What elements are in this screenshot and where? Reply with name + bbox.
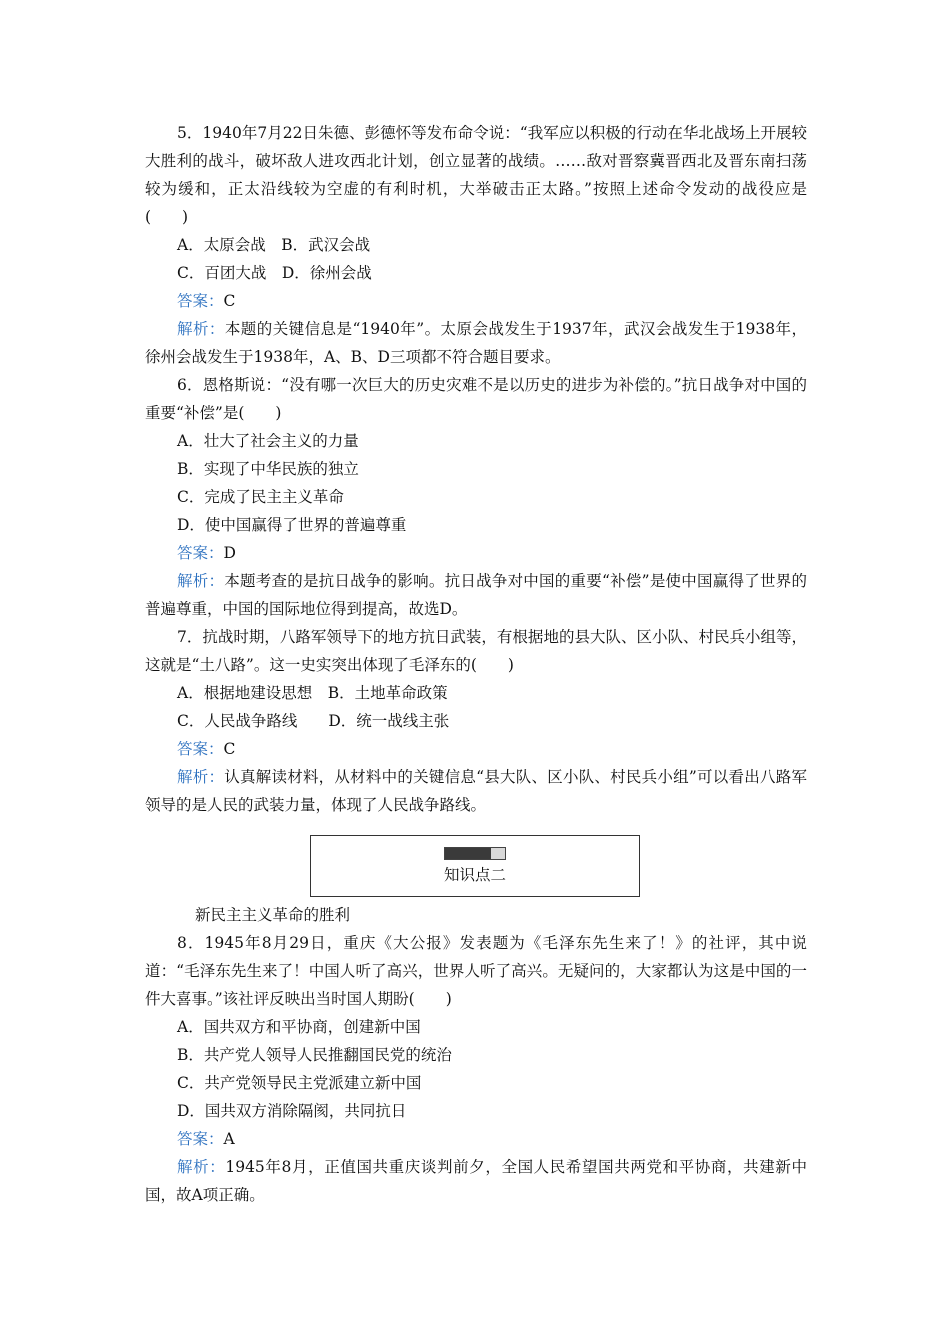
q6-option-c: C．完成了民主主义革命	[177, 488, 344, 506]
knowledge-bar-icon	[444, 847, 506, 860]
section-title: 新民主主义革命的胜利	[195, 906, 351, 924]
q7-analysis	[145, 763, 807, 819]
q7-options-line2: C．人民战争路线 D．统一战线主张	[177, 712, 450, 730]
q7-analysis-label: 解析：	[177, 768, 225, 786]
document-page	[145, 119, 807, 1209]
q7-stem: 7．抗战时期，八路军领导下的地方抗日武装，有根据地的县大队、区小队、村民兵小组等，这就是“土八路”。这一史实突出体现了毛泽东的( )	[145, 628, 807, 674]
q5-options-line1: A．太原会战 B．武汉会战	[177, 236, 371, 254]
q7-answer-label: 答案：	[177, 740, 224, 758]
q7-answer-value: C	[223, 740, 236, 758]
q8-answer-label: 答案：	[177, 1130, 224, 1148]
q7-analysis-text: 认真解读材料，从材料中的关键信息“县大队、区小队、村民兵小组”可以看出八路军领导的是人民的武装力量，体现了人民战争路线。	[145, 768, 807, 814]
q6-option-d: D．使中国赢得了世界的普遍尊重	[177, 516, 407, 534]
q5-stem: 5．1940年7月22日朱德、彭德怀等发布命令说：“我军应以积极的行动在华北战场上开展较大胜利的战斗，破坏敌人进攻西北计划，创立显著的战绩。……敌对晋察冀晋西北及晋东南扫荡较为缓和，正太沿线较为空虚的有利时机，大举破击正太路。”按照上述命令发动的战役应是( )	[145, 124, 807, 226]
q5-analysis-text: 本题的关键信息是“1940年”。太原会战发生于1937年，武汉会战发生于1938年，徐州会战发生于1938年，A、B、D三项都不符合题目要求。	[145, 320, 807, 366]
q8-analysis	[145, 1153, 807, 1209]
q8-stem: 8．1945年8月29日，重庆《大公报》发表题为《毛泽东先生来了！》的社评，其中说道：“毛泽东先生来了！中国人听了高兴，世界人听了高兴。无疑问的，大家都认为这是中国的一件大喜事。”该社评反映出当时国人期盼( )	[145, 934, 807, 1008]
q7-options-line1: A．根据地建设思想 B．土地革命政策	[177, 684, 448, 702]
q8-answer-value: A	[223, 1130, 235, 1148]
q8-analysis-text: 1945年8月，正值国共重庆谈判前夕，全国人民希望国共两党和平协商，共建新中国，故A项正确。	[145, 1158, 807, 1204]
q7-answer	[145, 735, 807, 763]
q8-option-b: B．共产党人领导人民推翻国民党的统治	[177, 1046, 452, 1064]
knowledge-point-box	[310, 835, 640, 897]
q8-option-c: C．共产党领导民主党派建立新中国	[177, 1074, 422, 1092]
q6-analysis	[145, 567, 807, 623]
q6-option-b: B．实现了中华民族的独立	[177, 460, 359, 478]
q6-option-a: A．壮大了社会主义的力量	[177, 432, 359, 450]
q5-answer	[145, 287, 807, 315]
q5-answer-label: 答案：	[177, 292, 224, 310]
knowledge-point-title: 知识点二	[443, 866, 506, 884]
q8-option-a: A．国共双方和平协商，创建新中国	[177, 1018, 421, 1036]
q5-options-line2: C．百团大战 D．徐州会战	[177, 264, 372, 282]
q8-analysis-label: 解析：	[177, 1158, 226, 1176]
q5-answer-value: C	[223, 292, 236, 310]
q5-analysis-label: 解析：	[177, 320, 225, 338]
q6-answer-value: D	[223, 544, 236, 562]
q8-option-d: D．国共双方消除隔阂，共同抗日	[177, 1102, 407, 1120]
q6-analysis-text: 本题考查的是抗日战争的影响。抗日战争对中国的重要“补偿”是使中国赢得了世界的普遍尊重，中国的国际地位得到提高，故选D。	[145, 572, 807, 618]
q5-analysis	[145, 315, 807, 371]
q8-answer	[145, 1125, 807, 1153]
q6-answer-label: 答案：	[177, 544, 224, 562]
q6-analysis-label: 解析：	[177, 572, 225, 590]
q6-answer	[145, 539, 807, 567]
q6-stem: 6．恩格斯说：“没有哪一次巨大的历史灾难不是以历史的进步为补偿的。”抗日战争对中国的重要“补偿”是( )	[145, 376, 807, 422]
